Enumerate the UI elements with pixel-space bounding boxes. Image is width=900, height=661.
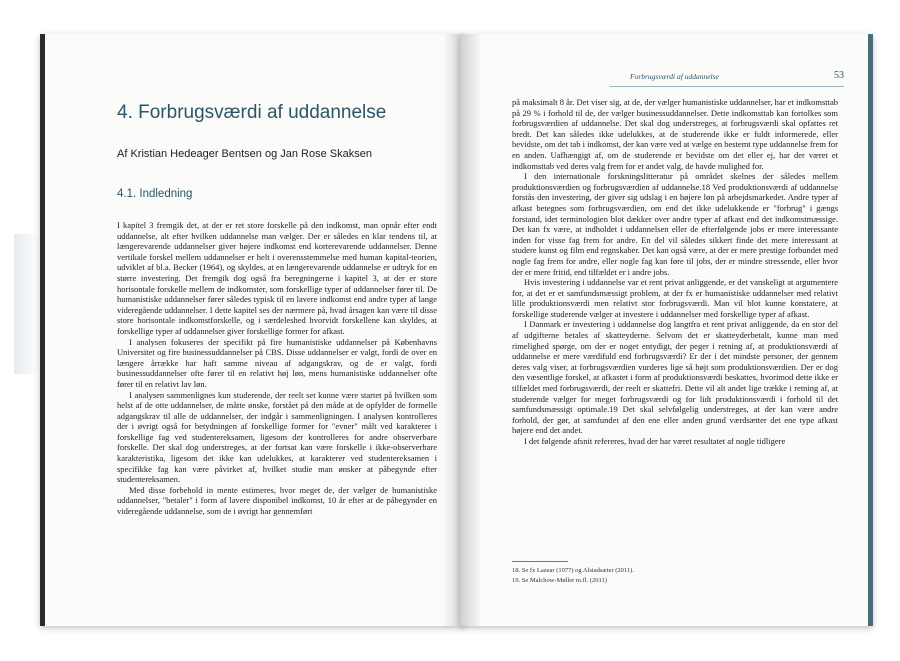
left-body-text [117,220,437,517]
left-page [40,34,465,626]
paragraph: I kapitel 3 fremgik det, at der er ret store forskelle på den indkomst, man opnår efter endt uddannelse, alt efter hvilken uddannelse man vælger. Der er således en klar tendens til, at længerevarende uddannelser giver højere indkomst end korterevarende uddannelser. Denne vertikale forskel mellem uddannelser er helt i overensstemmelse med human kapital-teorien, udviklet af bl.a. Becker (1964), og skyldes, at en længerevarende uddannelse er udtryk for en større investering. Det fremgik dog også fra beregningerne i kapitel 3, at der er store horisontale forskelle mellem de indkomster, som forskellige typer af uddannelser fører til. De humanistiske uddannelser fører således typisk til en lavere indkomst end andre typer af lange videregående uddannelser. I dette kapitel ses der nærmere på, hvad årsagen kan være til disse store horisontale indkomstforskelle, og i særdeleshed hvorvidt forskellene kan skyldes, at forskellige typer af uddannelser giver forskellige former for afkast. [117,220,437,336]
open-book [14,14,882,647]
page-edge-shadow [14,234,40,374]
right-page [460,34,873,626]
paragraph: Hvis investering i uddannelse var et rent privat anliggende, er det vanskeligt at argumentere for, at det er et samfundsmæssigt problem, at der fx er humanistiske uddannelser med relativt lille produktionsværdi men relativt stor forbrugsværdi. Man vil blot kunne konstatere, at forskellige studerende vælger at investere i uddannelser med forskellige typer af afkast. [512,277,838,319]
gutter-shadow [460,34,482,626]
page-number: 53 [834,70,844,81]
running-header: Forbrugsværdi af uddannelse [630,72,719,81]
paragraph: Med disse forbehold in mente estimeres, hvor meget de, der vælger de humanistiske uddannelser, "betaler" i form af lavere disponibel indkomst, 10 år efter at de påbegynder en videregående uddannelse, som de i øvrigt har gennemført [117,484,437,517]
footnotes [512,566,634,585]
footnote: 18. Se fx Lazear (1977) og Alstadsæter (2011). [512,567,634,574]
footnote: 19. Se Malchow-Møller m.fl. (2011) [512,576,607,584]
header-rule [610,86,844,87]
paragraph: på maksimalt 8 år. Det viser sig, at de, der vælger humanistiske uddannelser, har et indkomsttab på 29 % i forhold til de, der vælger businessuddannelser. Dette indkomsttab kan fortolkes som forbrugsværdien af uddannelse. Det skal dog understreges, at forbrugsværdi skal opfattes ret bredt. Det kan således ikke udelukkes, at de studerende ikke er fuldt informerede, eller bevidste, om det tab i indkomst, der kan være ved at vælge en bestemt type uddannelse frem for en anden. Uafhængigt af, om de studerende er bevidste om det eller ej, har der været et indkomsttab ved deres valg frem for et andet valg, de havde mulighed for. [512,97,838,171]
chapter-authors: Af Kristian Hedeager Bentsen og Jan Rose Skaksen [117,148,372,160]
section-heading: 4.1. Indledning [117,188,193,200]
paragraph: I den internationale forskningslitteratur på området skelnes der således mellem produktionsværdien og forbrugsværdien af uddannelse.18 Ved produktionsværdi af uddannelse forstås den investering, der giver sig udslag i en højere løn på arbejdsmarkedet. Andre typer af afkast betegnes som forbrugsværdien, om end det ikke udelukkende er "forbrug" i gængs forstand, idet terminologien blot dækker over andre typer af afkast end det indkomstmæssige. Det kan fx være, at indholdet i uddannelsen eller de efterfølgende jobs er mere interessante inden for visse fag frem for andre. En del vil således sikkert finde det mere interessant at studere kunst og film end regnskaber. Det kan også være, at der er mere prestige forbundet med nogle fag frem for andre, eller nogle fag kan føre til jobs, der er mindre stressende, eller hvor der er mere fritid, end tilfældet er i andre jobs. [512,171,838,277]
chapter-title: 4. Forbrugsværdi af uddannelse [117,102,387,123]
paragraph: I det følgende afsnit refereres, hvad der har været resultatet af nogle tidligere [524,436,786,446]
footnote-rule [512,561,568,562]
right-body-text [512,97,838,447]
paragraph: I analysen fokuseres der specifikt på fire humanistiske uddannelser på Københavns Universitet og fire businessuddannelser på CBS. Disse uddannelser er valgt, fordi de over en længere årrække har haft samme niveau af adgangskrav, og de er valgt, fordi businessuddannelser ofte fører til en relativt høj løn, mens humanistiske uddannelser ofte fører til en relativt lav løn. [117,336,437,389]
paragraph: I analysen sammenlignes kun studerende, der reelt set kunne være startet på hvilken som helst af de otte uddannelser, de måtte ønske, forstået på den måde at de opfylder de formelle adgangskrav til alle de uddannelser, der indgår i sammenligningen. I analysen kontrolleres der i øvrigt også for betydningen af forskellige former for "evner" målt ved karakterer i forskellige fag ved studentereksamen, ligesom der kontrolleres for andre observerbare forskelle. Det skal dog understreges, at der fortsat kan være forskelle i ikke-observerbare karakteristika, ligesom det ikke kan udelukkes, at karakterer ved studentereksamen i specifikke fag kan være påvirket af, hvilket studie man ønsker at påbegynde efter studentereksamen. [117,389,437,485]
paragraph: I Danmark er investering i uddannelse dog langtfra et rent privat anliggende, da en stor del af udgifterne betales af skatteyderne. Selvom det er skatteyderbetalt, kunne man med rimelighed spørge, om der er noget entydigt, der peger i retning af, at produktionsværdi af uddannelse er mere værdifuld end forbrugsværdi? Er der i det mindste personer, der gennem deres valg viser, at forbrugsværdien vurderes lige så højt som produktionsværdien. Der er dog den væsentlige forskel, at afkastet i form af produktionsværdi beskattes, hvorimod dette ikke er tilfældet med forbrugsværdi, der reelt er skattefri. Dette vil alt andet lige trække i retning af, at studerende vælger for meget forbrugsværdi og for lidt produktionsværdi i forhold til det samfundsmæssigt optimale.19 Det skal selvfølgelig understreges, at der kan være andre forhold, der gør, at samfundet af den ene eller anden grund værdsætter det ene type afkast højere end det andet. [512,319,838,436]
